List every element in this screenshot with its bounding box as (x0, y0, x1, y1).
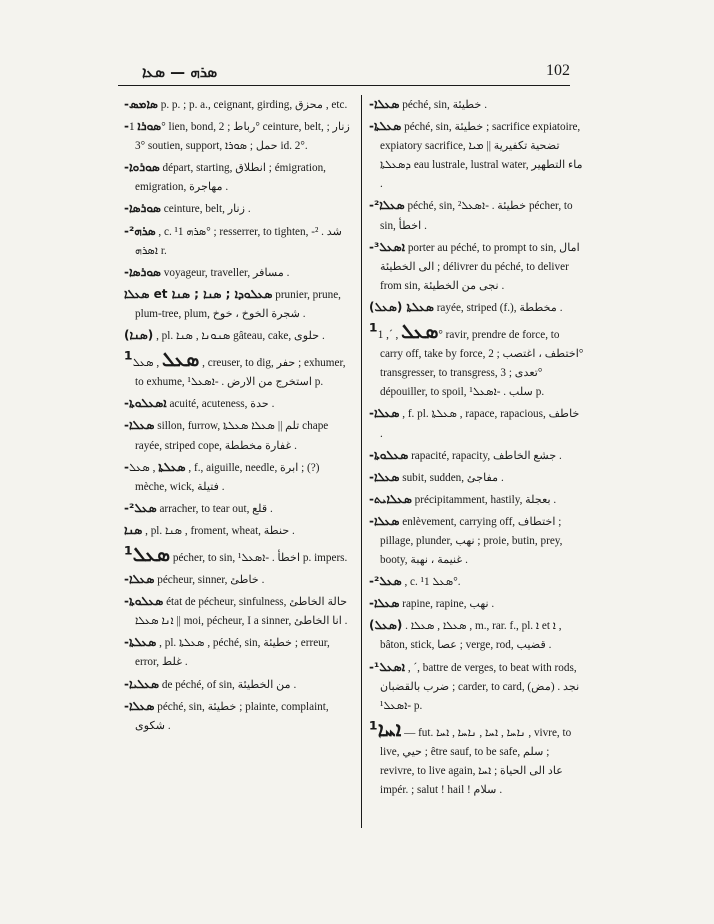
entry-headword: -ܣܥܠ² (369, 574, 402, 589)
entry-definition: , ܣܥܠ , f., aiguille, needle, ابرة ; (?) mèche, wick, فتيلة . (128, 461, 320, 493)
entry-definition: rapacité, rapacity, جشع الخاطف . (408, 449, 562, 462)
dictionary-entry (124, 570, 354, 590)
dictionary-entry (369, 490, 584, 510)
dictionary-entry (369, 298, 584, 318)
entry-headword: -ܣܘܪܣܐ (124, 201, 161, 216)
entry-definition: prunier, prune, plum-tree, plum, شجرة الخوخ ، خوخ . (135, 288, 341, 320)
entry-headword: -ܣܥܠܝܐ (124, 676, 160, 691)
entry-headword: -ܣܥܠܘܬܐ (369, 447, 409, 462)
entry-definition: départ, starting, انطلاق ; émigration, emigration, مهاجرة . (135, 162, 326, 194)
dictionary-entry (369, 117, 584, 194)
dictionary-entry (124, 521, 354, 541)
dictionary-entry (124, 675, 354, 695)
dictionary-entry (124, 285, 354, 324)
entry-definition: , ˊ, battre de verges, to beat with rods, ضرب بالقضبان ; carder, to card, (مض) نجد . -ܐܣܥܠ¹ p. (380, 661, 580, 712)
entry-definition: pécheur, sinner, خاطئ . (154, 574, 265, 587)
page-number: 102 (546, 62, 570, 79)
dictionary-entry (124, 394, 354, 414)
entry-definition: sillon, furrow, تلم || ܣܥܠܐ ܣܥܠܬܐ chape rayée, striped cope, غفارة مخططة . (135, 420, 329, 452)
dictionary-entry (369, 616, 584, 655)
dictionary-entry (369, 512, 584, 570)
entry-headword: -ܐܣܥܠܘܬܐ (124, 396, 167, 411)
entry-headword: -ܣܥܠܐ (369, 469, 400, 484)
running-head: ܣܪܗ — ܣܥܐ (142, 63, 218, 81)
entry-definition: péché, sin, خطيئة ; plainte, complaint, شكوى . (135, 700, 329, 732)
entry-headword: -ܣܥܠܘܬܐ (124, 594, 164, 609)
header-rule (118, 85, 570, 86)
entry-definition: subit, sudden, مفاجئ . (399, 471, 504, 484)
dictionary-entry (124, 633, 354, 672)
column-divider (361, 95, 362, 828)
entry-headword: -ܣܥܠܐ (369, 513, 400, 528)
entry-headword: -ܣܥܠܬܐ (369, 119, 402, 134)
entry-headword: -ܣܥܠ² (124, 500, 157, 515)
entry-definition: . ܣܥܠܐ , ܣܥܠܐ , m., rar. f., pl. ܐ et ܐ , bâton, stick, عصا ; verge, rod, قضيب . (380, 620, 562, 652)
dictionary-entry (124, 458, 354, 497)
dictionary-entry (369, 594, 584, 614)
entry-headword: -ܣܥܠܬܐ (124, 635, 157, 650)
entry-definition: , pl. ܣܢܘܢܐ , ܣܢܐ gâteau, cake, حلوى . (153, 330, 325, 343)
entry-definition: 1° lien, bond, رباط ; 2° ceinture, belt, زنار ; 3° soutien, support, حمل ; ܣܘܪܐ id. 2°. (128, 121, 350, 153)
dictionary-entry (124, 416, 354, 455)
entry-definition: , pl. ܣܥܠܬܐ , péché, sin, خطيئة ; erreur, error, غلط . (135, 637, 330, 669)
dictionary-entry (369, 446, 584, 466)
page-header (118, 60, 570, 86)
entry-headword: -ܣܥܠܐ (124, 698, 155, 713)
entry-headword: -ܣܥܠܐ (369, 406, 400, 421)
entry-definition: p. p. ; p. a., ceignant, girding, محزق , etc. (157, 99, 348, 111)
entry-headword: -ܣܥܠܬܐ (124, 459, 186, 474)
entry-headword: (ܣܥܠ) (369, 618, 403, 633)
entry-definition: acuité, acuteness, حدة . (166, 398, 275, 411)
entry-definition: , c. ¹ܣܪܗ 1° ; resserrer, to tighten, شد . ²-ܐܣܪܗ r. (135, 225, 342, 257)
dictionary-entry (369, 658, 584, 716)
entry-definition: pécher, to sin, اخطأ . -ܐܣܥܠ¹ p. impers. (170, 551, 348, 564)
entry-headword: -ܣܪܗ² (124, 223, 156, 238)
dictionary-entry (124, 117, 354, 156)
entry-definition: rapine, rapine, نهب . (399, 598, 495, 611)
dictionary-entry (124, 222, 354, 261)
entry-definition: , pl. ܣܢܐ , froment, wheat, حنطة . (142, 524, 295, 537)
entry-definition: état de pécheur, sinfulness, حالة الخاطئ || ܐܢܐ ܣܥܠܐ moi, pécheur, I a sinner, انا الخاطئ . (135, 596, 348, 628)
dictionary-entry (369, 196, 584, 235)
entry-definition: porter au péché, to prompt to sin, امال الى الخطيئة ; délivrer du péché, to deliver from sin, نجى من الخطيئة . (380, 241, 580, 292)
dictionary-entry (124, 592, 354, 631)
entry-headword: -ܣܥܠܐ² (369, 198, 405, 213)
entry-definition: de péché, of sin, من الخطيئة . (159, 678, 297, 691)
entry-headword: ܣܢܐ (124, 522, 143, 537)
dictionary-entry (369, 404, 584, 443)
entry-headword: (ܣܢܐ) (124, 328, 154, 343)
dictionary-entry (369, 95, 584, 115)
entry-headword: -ܣܐܡܣ (124, 97, 158, 111)
dictionary-entry (369, 716, 584, 800)
entry-headword: -ܣܘܪܣܐ (124, 264, 161, 279)
entry-definition: arracher, to tear out, قلع . (156, 502, 273, 515)
entry-definition: précipitamment, hastily, بعجلة . (411, 493, 557, 506)
dictionary-entry (124, 95, 354, 115)
entry-definition: , c. ¹ܣܥܠ 1°. (401, 576, 461, 589)
dictionary-entry (369, 238, 584, 296)
entry-definition: voyageur, traveller, مسافر . (160, 266, 290, 279)
entry-headword: -ܣܥܠܐ (124, 572, 155, 587)
entry-definition: péché, sin, خطيئة . (399, 99, 487, 111)
dictionary-entry (124, 499, 354, 519)
entry-headword: ¹ܣܥܠ (369, 319, 439, 344)
entry-headword: -ܣܥܠܐ (369, 596, 400, 611)
entry-definition: péché, sin, خطيئة ; sacrifice expiatoire, expiatory sacrifice, تضحية تكفيرية || ܡܝܐ ܕܣܥܠܬܐ eau lustrale, lustral water, ماء التطهير . (380, 121, 583, 191)
entry-definition: enlèvement, carrying off, اختطاف ; pillage, plunder, نهب ; proie, butin, prey, booty, غنيمة ، نهبة . (380, 515, 563, 567)
entry-definition: ceinture, belt, زنار . (160, 203, 251, 216)
entry-headword: ܣܥܠܐ et ܣܥܠܘܕܐ ; ܣܢܐ ; ܣܢܐ (124, 286, 273, 301)
entry-headword: -ܐܣܥܠ¹ (369, 659, 406, 674)
dictionary-entry (369, 572, 584, 592)
right-column (369, 95, 584, 802)
dictionary-entry (369, 468, 584, 488)
entry-headword: -ܣܘܪܘܐ (124, 160, 160, 175)
dictionary-entry (124, 541, 354, 568)
entry-headword: (ܣܥܠ) ܣܥܠܬܐ (369, 299, 434, 314)
dictionary-entry (124, 326, 354, 346)
entry-headword: -ܐܣܥܠ³ (369, 239, 406, 254)
entry-headword: -ܣܥܠܐ (369, 97, 400, 111)
left-column (124, 95, 354, 738)
entry-headword: ¹ܐܚܐ (369, 716, 402, 741)
dictionary-entry (124, 158, 354, 197)
entry-definition: — fut. ܢܐܚܐ , ܐܚܐ , ܢܐܚܐ , ܐܚܐ , vivre, to live, حيي ; être sauf, to be safe, سلم ; revivre, to live again, عاد الى الحياة ; ܐܚܐ impér. ; salut ! hail ! سلام . (380, 726, 572, 797)
entry-headword: ¹ܣܥܠ (124, 347, 200, 372)
entry-headword: ¹ܣܥܠ (124, 541, 171, 566)
dictionary-entry (124, 347, 354, 392)
entry-definition: , ˊ, 1° ravir, prendre de force, to carry off, take by force, اختطف ، اغتصب ; 2° transgresser, to transgress, تعدى ; 3° dépouiller, to spoil, سلب . -ܐܣܥܠ¹ p. (377, 329, 584, 399)
dictionary-entry (124, 697, 354, 736)
entry-headword: -ܣܘܪܐ (124, 119, 162, 134)
dictionary-entry (369, 319, 584, 402)
entry-headword: -ܣܥܠܐܝܬ (369, 491, 412, 506)
entry-definition: , f. pl. ܣܥܠܬܐ , rapace, rapacious, خاطف . (380, 408, 580, 440)
dictionary-entry (124, 263, 354, 283)
entry-definition: péché, sin, خطيئة . -ܐܣܥܠ² pécher, to sin, اخطأ . (380, 200, 573, 232)
entry-definition: , ܣܥܠ , creuser, to dig, حفر ; exhumer, to exhume, استخرج من الارض . -ܐܣܥܠ¹ p. (132, 357, 346, 389)
entry-headword: -ܣܥܠܐ (124, 418, 155, 433)
entry-definition: rayée, striped (f.), مخططة . (433, 301, 563, 314)
dictionary-entry (124, 199, 354, 219)
